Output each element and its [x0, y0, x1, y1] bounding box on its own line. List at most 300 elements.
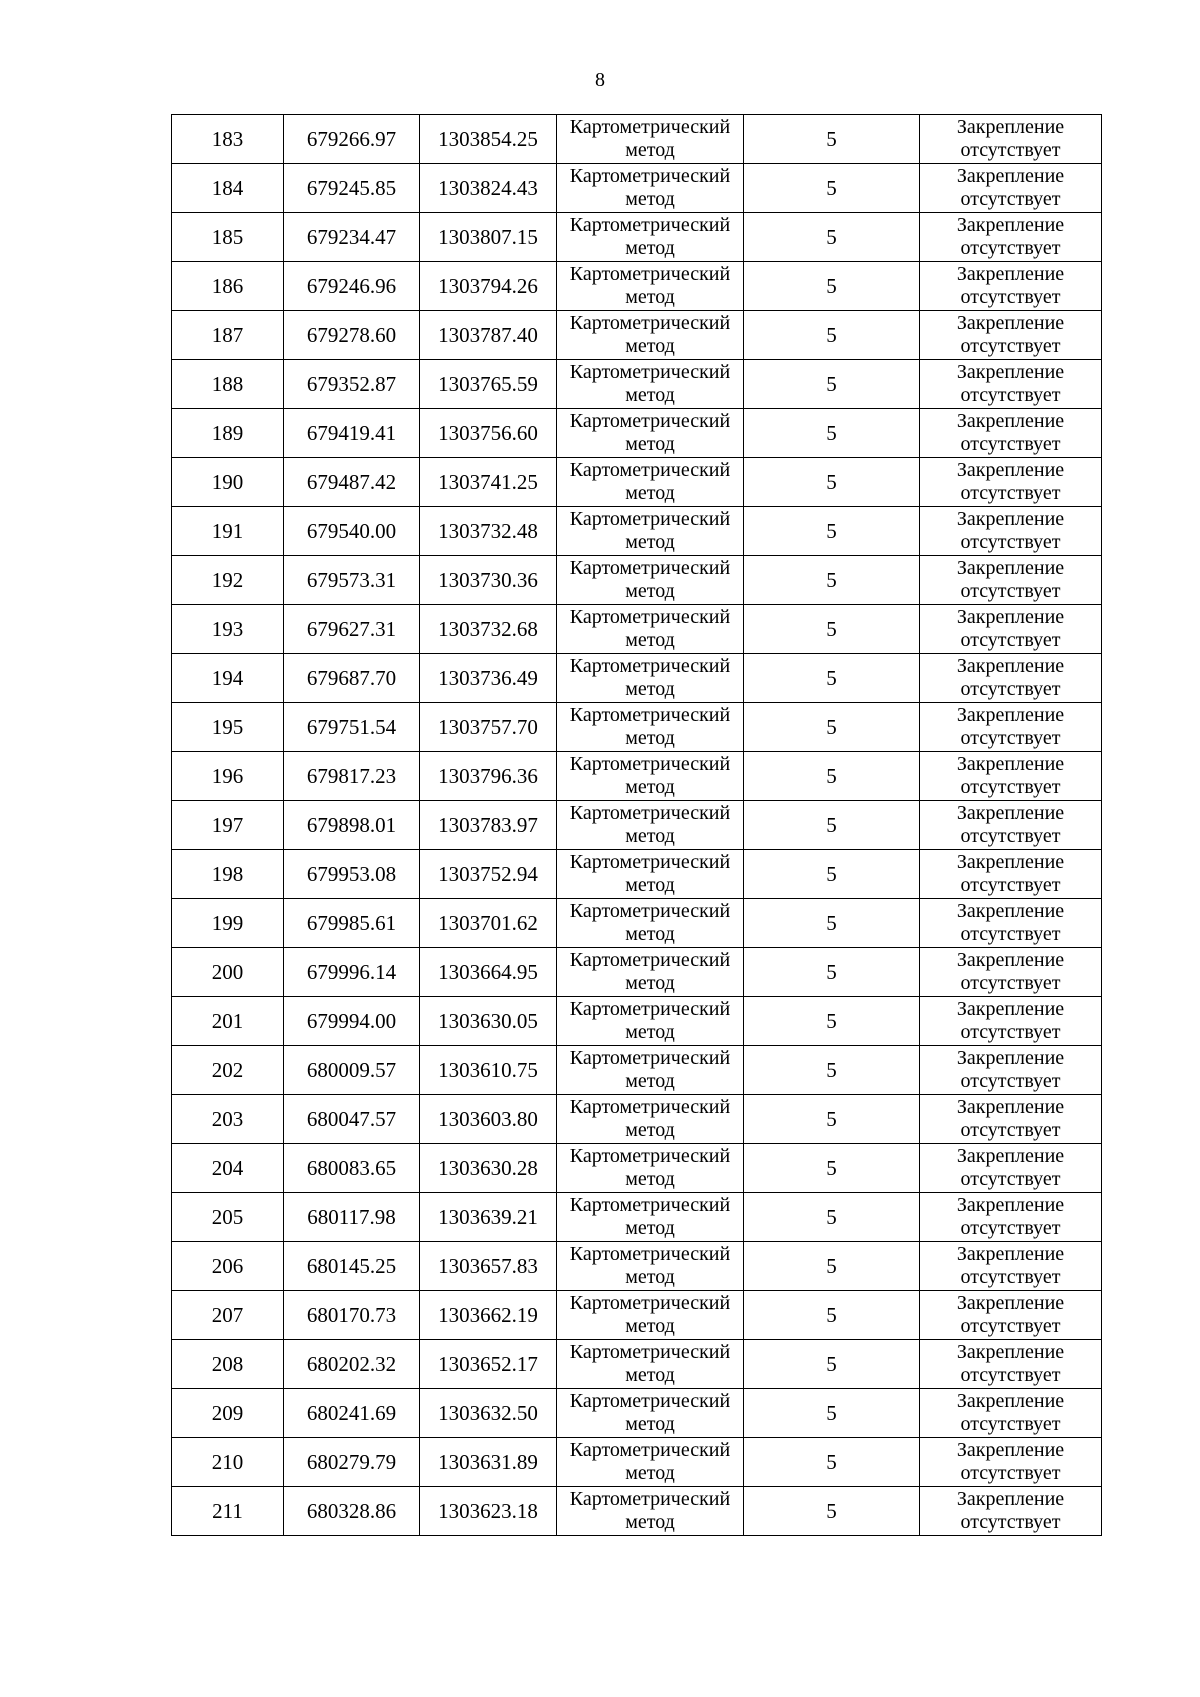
method-cell [557, 311, 744, 360]
method-cell-line2: метод [625, 1315, 675, 1337]
method-cell [557, 1340, 744, 1389]
fixing-cell [920, 1193, 1102, 1242]
accuracy-cell: 5 [744, 1340, 920, 1389]
fixing-cell-line1: Закрепление [956, 753, 1065, 775]
method-cell [557, 1095, 744, 1144]
method-cell [557, 1291, 744, 1340]
x-coordinate-cell: 679234.47 [284, 213, 420, 262]
accuracy-cell: 5 [744, 458, 920, 507]
point-number-cell: 210 [172, 1438, 284, 1487]
method-cell-line1: Картометрический [569, 655, 731, 677]
fixing-cell-line2: отсутствует [960, 1119, 1061, 1141]
fixing-cell-line2: отсутствует [960, 384, 1061, 406]
method-cell-line1: Картометрический [569, 1145, 731, 1167]
method-cell [557, 1438, 744, 1487]
method-cell-line1: Картометрический [569, 263, 731, 285]
fixing-cell [920, 1438, 1102, 1487]
fixing-cell-line1: Закрепление [956, 704, 1065, 726]
fixing-cell-line1: Закрепление [956, 1243, 1065, 1265]
method-cell-line2: метод [625, 972, 675, 994]
y-coordinate-cell: 1303854.25 [420, 115, 557, 164]
fixing-cell [920, 899, 1102, 948]
x-coordinate-cell: 680170.73 [284, 1291, 420, 1340]
method-cell-line2: метод [625, 433, 675, 455]
method-cell-line1: Картометрический [569, 1341, 731, 1363]
point-number-cell: 200 [172, 948, 284, 997]
method-cell-line1: Картометрический [569, 459, 731, 481]
table-row [172, 1144, 1102, 1193]
fixing-cell-line2: отсутствует [960, 433, 1061, 455]
accuracy-cell: 5 [744, 1193, 920, 1242]
method-cell-line2: метод [625, 237, 675, 259]
point-number-cell: 195 [172, 703, 284, 752]
accuracy-cell: 5 [744, 507, 920, 556]
method-cell [557, 654, 744, 703]
point-number-cell: 209 [172, 1389, 284, 1438]
fixing-cell [920, 1144, 1102, 1193]
method-cell-line1: Картометрический [569, 1194, 731, 1216]
x-coordinate-cell: 679985.61 [284, 899, 420, 948]
y-coordinate-cell: 1303730.36 [420, 556, 557, 605]
table-row [172, 1438, 1102, 1487]
x-coordinate-cell: 679953.08 [284, 850, 420, 899]
point-number-cell: 193 [172, 605, 284, 654]
method-cell-line1: Картометрический [569, 312, 731, 334]
fixing-cell-line2: отсутствует [960, 1070, 1061, 1092]
fixing-cell [920, 1046, 1102, 1095]
fixing-cell [920, 1095, 1102, 1144]
method-cell-line2: метод [625, 825, 675, 847]
x-coordinate-cell: 679540.00 [284, 507, 420, 556]
y-coordinate-cell: 1303701.62 [420, 899, 557, 948]
method-cell-line1: Картометрический [569, 606, 731, 628]
accuracy-cell: 5 [744, 360, 920, 409]
y-coordinate-cell: 1303664.95 [420, 948, 557, 997]
method-cell-line2: метод [625, 531, 675, 553]
method-cell [557, 1242, 744, 1291]
method-cell-line1: Картометрический [569, 361, 731, 383]
table-row [172, 1193, 1102, 1242]
fixing-cell [920, 164, 1102, 213]
table-body [172, 115, 1102, 1536]
accuracy-cell: 5 [744, 1389, 920, 1438]
fixing-cell [920, 997, 1102, 1046]
method-cell [557, 556, 744, 605]
accuracy-cell: 5 [744, 262, 920, 311]
x-coordinate-cell: 679898.01 [284, 801, 420, 850]
fixing-cell [920, 556, 1102, 605]
fixing-cell-line1: Закрепление [956, 312, 1065, 334]
fixing-cell [920, 752, 1102, 801]
fixing-cell [920, 458, 1102, 507]
point-number-cell: 183 [172, 115, 284, 164]
method-cell-line2: метод [625, 1364, 675, 1386]
y-coordinate-cell: 1303783.97 [420, 801, 557, 850]
table-row [172, 752, 1102, 801]
table-row [172, 899, 1102, 948]
method-cell [557, 948, 744, 997]
method-cell [557, 801, 744, 850]
fixing-cell-line1: Закрепление [956, 508, 1065, 530]
fixing-cell-line1: Закрепление [956, 949, 1065, 971]
fixing-cell-line2: отсутствует [960, 1364, 1061, 1386]
x-coordinate-cell: 679266.97 [284, 115, 420, 164]
fixing-cell-line1: Закрепление [956, 263, 1065, 285]
accuracy-cell: 5 [744, 1487, 920, 1536]
fixing-cell-line1: Закрепление [956, 1439, 1065, 1461]
fixing-cell [920, 948, 1102, 997]
fixing-cell [920, 115, 1102, 164]
point-number-cell: 198 [172, 850, 284, 899]
x-coordinate-cell: 680202.32 [284, 1340, 420, 1389]
x-coordinate-cell: 679352.87 [284, 360, 420, 409]
y-coordinate-cell: 1303732.68 [420, 605, 557, 654]
table-row [172, 213, 1102, 262]
method-cell-line1: Картометрический [569, 214, 731, 236]
fixing-cell-line2: отсутствует [960, 580, 1061, 602]
x-coordinate-cell: 679751.54 [284, 703, 420, 752]
x-coordinate-cell: 679278.60 [284, 311, 420, 360]
table-row [172, 605, 1102, 654]
x-coordinate-cell: 680145.25 [284, 1242, 420, 1291]
x-coordinate-cell: 680241.69 [284, 1389, 420, 1438]
table-row [172, 458, 1102, 507]
point-number-cell: 201 [172, 997, 284, 1046]
x-coordinate-cell: 679687.70 [284, 654, 420, 703]
accuracy-cell: 5 [744, 409, 920, 458]
accuracy-cell: 5 [744, 752, 920, 801]
accuracy-cell: 5 [744, 311, 920, 360]
point-number-cell: 207 [172, 1291, 284, 1340]
point-number-cell: 204 [172, 1144, 284, 1193]
fixing-cell-line2: отсутствует [960, 727, 1061, 749]
method-cell [557, 850, 744, 899]
method-cell [557, 703, 744, 752]
method-cell-line2: метод [625, 1511, 675, 1533]
fixing-cell [920, 1291, 1102, 1340]
accuracy-cell: 5 [744, 213, 920, 262]
method-cell [557, 360, 744, 409]
fixing-cell [920, 1242, 1102, 1291]
method-cell-line2: метод [625, 923, 675, 945]
table-row [172, 850, 1102, 899]
x-coordinate-cell: 680047.57 [284, 1095, 420, 1144]
fixing-cell-line1: Закрепление [956, 1488, 1065, 1510]
method-cell-line1: Картометрический [569, 557, 731, 579]
method-cell-line2: метод [625, 727, 675, 749]
x-coordinate-cell: 679573.31 [284, 556, 420, 605]
fixing-cell [920, 605, 1102, 654]
method-cell-line1: Картометрический [569, 998, 731, 1020]
table-row [172, 1389, 1102, 1438]
method-cell-line1: Картометрический [569, 1439, 731, 1461]
table-row [172, 997, 1102, 1046]
table-row [172, 1340, 1102, 1389]
point-number-cell: 184 [172, 164, 284, 213]
fixing-cell [920, 1487, 1102, 1536]
fixing-cell-line2: отсутствует [960, 531, 1061, 553]
y-coordinate-cell: 1303765.59 [420, 360, 557, 409]
method-cell-line1: Картометрический [569, 1488, 731, 1510]
fixing-cell-line2: отсутствует [960, 1266, 1061, 1288]
fixing-cell [920, 850, 1102, 899]
point-number-cell: 208 [172, 1340, 284, 1389]
fixing-cell-line1: Закрепление [956, 998, 1065, 1020]
method-cell-line1: Картометрический [569, 165, 731, 187]
table-row [172, 115, 1102, 164]
y-coordinate-cell: 1303639.21 [420, 1193, 557, 1242]
y-coordinate-cell: 1303610.75 [420, 1046, 557, 1095]
method-cell [557, 164, 744, 213]
coordinates-table [171, 114, 1102, 1536]
point-number-cell: 206 [172, 1242, 284, 1291]
point-number-cell: 189 [172, 409, 284, 458]
method-cell [557, 605, 744, 654]
table-row [172, 1291, 1102, 1340]
y-coordinate-cell: 1303631.89 [420, 1438, 557, 1487]
method-cell-line2: метод [625, 1119, 675, 1141]
table-row [172, 1487, 1102, 1536]
method-cell [557, 1193, 744, 1242]
accuracy-cell: 5 [744, 605, 920, 654]
point-number-cell: 202 [172, 1046, 284, 1095]
method-cell-line2: метод [625, 384, 675, 406]
point-number-cell: 205 [172, 1193, 284, 1242]
y-coordinate-cell: 1303752.94 [420, 850, 557, 899]
fixing-cell [920, 360, 1102, 409]
method-cell-line1: Картометрический [569, 1292, 731, 1314]
table-row [172, 164, 1102, 213]
point-number-cell: 196 [172, 752, 284, 801]
method-cell-line1: Картометрический [569, 410, 731, 432]
accuracy-cell: 5 [744, 1291, 920, 1340]
accuracy-cell: 5 [744, 899, 920, 948]
x-coordinate-cell: 680009.57 [284, 1046, 420, 1095]
y-coordinate-cell: 1303757.70 [420, 703, 557, 752]
fixing-cell-line1: Закрепление [956, 802, 1065, 824]
method-cell-line2: метод [625, 1168, 675, 1190]
fixing-cell-line2: отсутствует [960, 482, 1061, 504]
method-cell-line1: Картометрический [569, 1047, 731, 1069]
method-cell-line1: Картометрический [569, 851, 731, 873]
method-cell-line2: метод [625, 629, 675, 651]
method-cell [557, 507, 744, 556]
y-coordinate-cell: 1303824.43 [420, 164, 557, 213]
fixing-cell [920, 409, 1102, 458]
fixing-cell-line1: Закрепление [956, 851, 1065, 873]
method-cell-line1: Картометрический [569, 753, 731, 775]
fixing-cell [920, 1389, 1102, 1438]
method-cell [557, 213, 744, 262]
fixing-cell-line2: отсутствует [960, 237, 1061, 259]
fixing-cell [920, 213, 1102, 262]
method-cell-line1: Картометрический [569, 949, 731, 971]
y-coordinate-cell: 1303756.60 [420, 409, 557, 458]
accuracy-cell: 5 [744, 115, 920, 164]
table-row [172, 654, 1102, 703]
y-coordinate-cell: 1303741.25 [420, 458, 557, 507]
fixing-cell-line1: Закрепление [956, 459, 1065, 481]
fixing-cell-line2: отсутствует [960, 1217, 1061, 1239]
fixing-cell-line1: Закрепление [956, 900, 1065, 922]
fixing-cell [920, 654, 1102, 703]
accuracy-cell: 5 [744, 1095, 920, 1144]
point-number-cell: 197 [172, 801, 284, 850]
fixing-cell-line2: отсутствует [960, 1511, 1061, 1533]
fixing-cell-line1: Закрепление [956, 1047, 1065, 1069]
method-cell [557, 752, 744, 801]
y-coordinate-cell: 1303794.26 [420, 262, 557, 311]
accuracy-cell: 5 [744, 948, 920, 997]
fixing-cell-line1: Закрепление [956, 361, 1065, 383]
fixing-cell-line1: Закрепление [956, 1194, 1065, 1216]
point-number-cell: 185 [172, 213, 284, 262]
method-cell-line1: Картометрический [569, 508, 731, 530]
accuracy-cell: 5 [744, 1438, 920, 1487]
fixing-cell-line1: Закрепление [956, 1292, 1065, 1314]
accuracy-cell: 5 [744, 654, 920, 703]
table-row [172, 948, 1102, 997]
fixing-cell-line1: Закрепление [956, 116, 1065, 138]
method-cell-line2: метод [625, 139, 675, 161]
fixing-cell-line2: отсутствует [960, 629, 1061, 651]
y-coordinate-cell: 1303662.19 [420, 1291, 557, 1340]
fixing-cell [920, 801, 1102, 850]
method-cell-line2: метод [625, 1413, 675, 1435]
method-cell-line2: метод [625, 1217, 675, 1239]
method-cell [557, 1487, 744, 1536]
accuracy-cell: 5 [744, 556, 920, 605]
y-coordinate-cell: 1303630.05 [420, 997, 557, 1046]
method-cell-line1: Картометрический [569, 1096, 731, 1118]
table-row [172, 1046, 1102, 1095]
method-cell-line2: метод [625, 580, 675, 602]
x-coordinate-cell: 679246.96 [284, 262, 420, 311]
page-number: 8 [595, 69, 605, 91]
method-cell [557, 262, 744, 311]
fixing-cell-line2: отсутствует [960, 678, 1061, 700]
fixing-cell [920, 311, 1102, 360]
y-coordinate-cell: 1303787.40 [420, 311, 557, 360]
method-cell-line1: Картометрический [569, 900, 731, 922]
method-cell-line2: метод [625, 188, 675, 210]
fixing-cell-line2: отсутствует [960, 1168, 1061, 1190]
fixing-cell [920, 507, 1102, 556]
accuracy-cell: 5 [744, 850, 920, 899]
method-cell-line1: Картометрический [569, 1243, 731, 1265]
fixing-cell-line2: отсутствует [960, 776, 1061, 798]
point-number-cell: 188 [172, 360, 284, 409]
method-cell [557, 115, 744, 164]
y-coordinate-cell: 1303657.83 [420, 1242, 557, 1291]
fixing-cell [920, 262, 1102, 311]
method-cell-line2: метод [625, 1462, 675, 1484]
point-number-cell: 203 [172, 1095, 284, 1144]
method-cell-line1: Картометрический [569, 704, 731, 726]
method-cell [557, 409, 744, 458]
fixing-cell [920, 1340, 1102, 1389]
fixing-cell-line2: отсутствует [960, 1315, 1061, 1337]
x-coordinate-cell: 679419.41 [284, 409, 420, 458]
fixing-cell-line1: Закрепление [956, 165, 1065, 187]
x-coordinate-cell: 680328.86 [284, 1487, 420, 1536]
table-row [172, 801, 1102, 850]
y-coordinate-cell: 1303623.18 [420, 1487, 557, 1536]
point-number-cell: 191 [172, 507, 284, 556]
method-cell-line2: метод [625, 1021, 675, 1043]
fixing-cell-line1: Закрепление [956, 655, 1065, 677]
point-number-cell: 190 [172, 458, 284, 507]
method-cell-line2: метод [625, 286, 675, 308]
point-number-cell: 187 [172, 311, 284, 360]
y-coordinate-cell: 1303732.48 [420, 507, 557, 556]
method-cell-line1: Картометрический [569, 116, 731, 138]
method-cell-line2: метод [625, 874, 675, 896]
fixing-cell-line2: отсутствует [960, 1462, 1061, 1484]
fixing-cell-line2: отсутствует [960, 286, 1061, 308]
accuracy-cell: 5 [744, 801, 920, 850]
method-cell [557, 1046, 744, 1095]
fixing-cell-line2: отсутствует [960, 1413, 1061, 1435]
table-row [172, 556, 1102, 605]
y-coordinate-cell: 1303630.28 [420, 1144, 557, 1193]
fixing-cell-line1: Закрепление [956, 410, 1065, 432]
x-coordinate-cell: 679487.42 [284, 458, 420, 507]
method-cell-line2: метод [625, 1266, 675, 1288]
fixing-cell-line1: Закрепление [956, 1145, 1065, 1167]
table-row [172, 1095, 1102, 1144]
method-cell-line1: Картометрический [569, 802, 731, 824]
accuracy-cell: 5 [744, 1046, 920, 1095]
method-cell [557, 997, 744, 1046]
accuracy-cell: 5 [744, 1144, 920, 1193]
fixing-cell-line1: Закрепление [956, 1341, 1065, 1363]
y-coordinate-cell: 1303807.15 [420, 213, 557, 262]
table-row [172, 311, 1102, 360]
point-number-cell: 194 [172, 654, 284, 703]
fixing-cell-line1: Закрепление [956, 214, 1065, 236]
table-row [172, 360, 1102, 409]
method-cell [557, 458, 744, 507]
method-cell-line2: метод [625, 482, 675, 504]
accuracy-cell: 5 [744, 164, 920, 213]
y-coordinate-cell: 1303603.80 [420, 1095, 557, 1144]
point-number-cell: 199 [172, 899, 284, 948]
x-coordinate-cell: 679994.00 [284, 997, 420, 1046]
fixing-cell [920, 703, 1102, 752]
table-row [172, 1242, 1102, 1291]
fixing-cell-line1: Закрепление [956, 557, 1065, 579]
table-row [172, 507, 1102, 556]
method-cell-line2: метод [625, 776, 675, 798]
x-coordinate-cell: 679996.14 [284, 948, 420, 997]
table-row [172, 262, 1102, 311]
fixing-cell-line1: Закрепление [956, 606, 1065, 628]
y-coordinate-cell: 1303652.17 [420, 1340, 557, 1389]
table-row [172, 703, 1102, 752]
method-cell-line2: метод [625, 1070, 675, 1092]
fixing-cell-line1: Закрепление [956, 1096, 1065, 1118]
method-cell [557, 1144, 744, 1193]
fixing-cell-line2: отсутствует [960, 923, 1061, 945]
x-coordinate-cell: 680279.79 [284, 1438, 420, 1487]
point-number-cell: 211 [172, 1487, 284, 1536]
fixing-cell-line2: отсутствует [960, 139, 1061, 161]
table-row [172, 409, 1102, 458]
x-coordinate-cell: 680117.98 [284, 1193, 420, 1242]
y-coordinate-cell: 1303632.50 [420, 1389, 557, 1438]
point-number-cell: 186 [172, 262, 284, 311]
